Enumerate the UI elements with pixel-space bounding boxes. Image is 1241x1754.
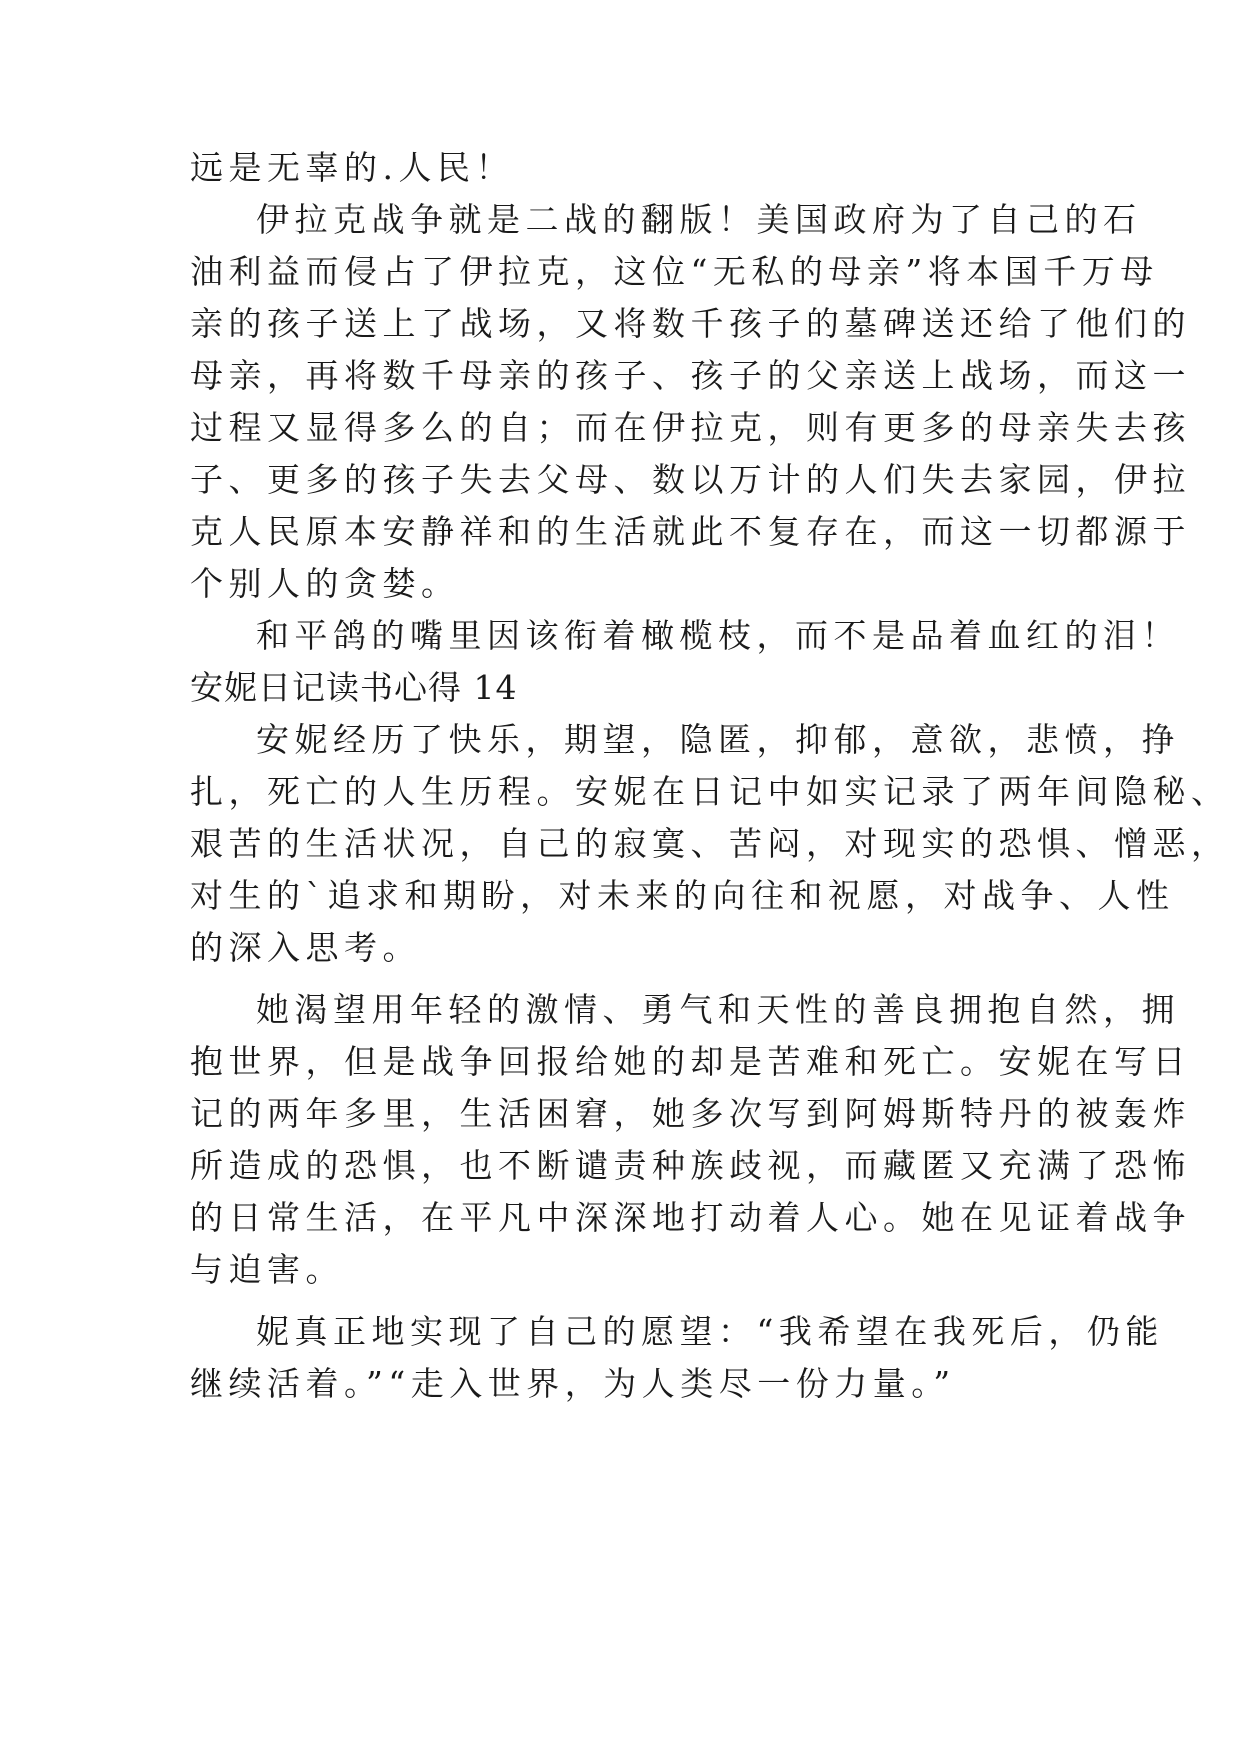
text-line: 油利益而侵占了伊拉克，这位“无私的母亲”将本国千万母	[190, 252, 1159, 291]
text-line: 亲的孩子送上了战场，又将数千孩子的墓碑送还给了他们的	[190, 304, 1191, 343]
text-line: 与迫害。	[190, 1250, 344, 1289]
text-line: 抱世界，但是战争回报给她的却是苦难和死亡。安妮在写日	[190, 1042, 1191, 1081]
paragraph-first-line: 她渴望用年轻的激情、勇气和天性的善良拥抱自然，拥	[256, 990, 1180, 1029]
paragraph-first-line: 安妮经历了快乐，期望，隐匿，抑郁，意欲，悲愤，挣	[256, 720, 1180, 759]
text-line: 所造成的恐惧，也不断谴责种族歧视，而藏匿又充满了恐怖	[190, 1146, 1191, 1185]
text-line: 扎，死亡的人生历程。安妮在日记中如实记录了两年间隐秘、	[190, 772, 1230, 811]
text-line: 继续活着。”“走入世界，为人类尽一份力量。”	[190, 1364, 956, 1403]
text-line: 子、更多的孩子失去父母、数以万计的人们失去家园，伊拉	[190, 460, 1191, 499]
text-line: 个别人的贪婪。	[190, 564, 460, 603]
text-line: 克人民原本安静祥和的生活就此不复存在，而这一切都源于	[190, 512, 1191, 551]
section-heading: 安妮日记读书心得 14	[190, 668, 518, 707]
text-line: 的深入思考。	[190, 928, 421, 967]
text-line: 母亲，再将数千母亲的孩子、孩子的父亲送上战场，而这一	[190, 356, 1191, 395]
paragraph-first-line: 妮真正地实现了自己的愿望：“我希望在我死后，仍能	[256, 1312, 1164, 1351]
paragraph-first-line: 伊拉克战争就是二战的翻版！美国政府为了自己的石	[256, 200, 1142, 239]
text-line: 记的两年多里，生活困窘，她多次写到阿姆斯特丹的被轰炸	[190, 1094, 1191, 1133]
text-line: 艰苦的生活状况，自己的寂寞、苦闷，对现实的恐惧、憎恶，	[190, 824, 1230, 863]
text-line: 过程又显得多么的自；而在伊拉克，则有更多的母亲失去孩	[190, 408, 1191, 447]
text-line: 的日常生活，在平凡中深深地打动着人心。她在见证着战争	[190, 1198, 1191, 1237]
text-line: 远是无辜的.人民！	[190, 148, 514, 187]
paragraph-first-line: 和平鸽的嘴里因该衔着橄榄枝，而不是品着血红的泪！	[256, 616, 1180, 655]
text-line: 对生的`追求和期盼，对未来的向往和祝愿，对战争、人性	[190, 876, 1175, 915]
